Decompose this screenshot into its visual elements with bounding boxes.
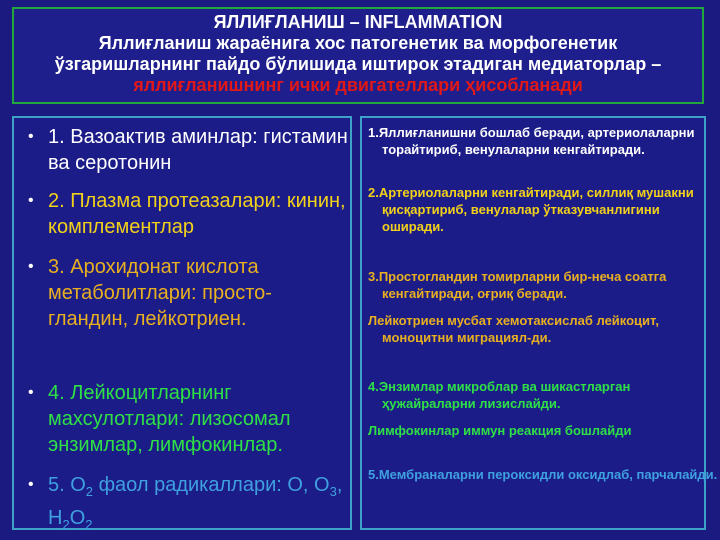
right-item-6: Лимфокинлар иммун реакция бошлайди	[368, 423, 632, 438]
bullet: •	[28, 384, 34, 401]
bullet: •	[28, 192, 34, 209]
right-item-2: 2.Артериолаларни кенгайтиради, силлиқ мушакни қисқартириб, венулалар ўтказувчанлигини оширади.	[368, 185, 694, 234]
header-line-3-highlight: яллиғланишнинг ички двигателлари ҳисобланади	[133, 75, 583, 95]
bullet: •	[28, 476, 34, 493]
right-item-5: 4.Энзимлар микроблар ва шикастларган ҳужайраларни лизислайди.	[368, 379, 631, 411]
right-panel	[360, 116, 718, 530]
bullet: •	[28, 258, 34, 275]
left-item-5	[28, 472, 348, 538]
left-item-2	[28, 188, 348, 240]
header-box	[12, 7, 704, 104]
right-item-3: 3.Простогландин томирларни бир-неча соатга кенгайтиради, оғриқ беради.	[368, 269, 667, 301]
page-title: ЯЛЛИҒЛАНИШ – INFLAMMATION	[213, 12, 503, 32]
left-item-1	[28, 124, 348, 176]
left-panel	[12, 116, 352, 530]
left-item-text: 5. $О_2$ фаол радикаллари: О, $О_3$, $Н_2О_2$	[48, 474, 343, 532]
left-item-text: 4. Лейкоцитларнинг махсулотлари: лизосомал энзимлар, лимфокинлар.	[48, 382, 291, 456]
left-item-text: 3. Арохидонат кислота метаболитлари: просто-гландин, лейкотриен.	[48, 256, 272, 330]
left-item-4	[28, 380, 348, 458]
right-item-1: 1.Яллиғланишни бошлаб беради, артериолаларни торайтириб, венулаларни кенгайтиради.	[368, 125, 695, 157]
bullet: •	[28, 128, 34, 145]
left-item-text: 2. Плазма протеазалари: кинин, комплементлар	[48, 190, 346, 238]
header-line-1: Яллиғланиш жараёнига хос патогенетик ва морфогенетик	[98, 33, 618, 53]
right-item-4: Лейкотриен мусбат хемотаксислаб лейкоцит, моноцитни миграциял-ди.	[368, 313, 660, 345]
left-item-text: 1. Вазоактив аминлар: гистамин ва серотонин	[48, 126, 348, 174]
left-item-3	[28, 254, 348, 332]
header-line-2: ўзгаришларнинг пайдо бўлишида иштирок этадиган медиаторлар –	[54, 54, 662, 74]
right-item-7: 5.Мембраналарни пероксидли оксидлаб, парчалайди.	[368, 467, 718, 482]
